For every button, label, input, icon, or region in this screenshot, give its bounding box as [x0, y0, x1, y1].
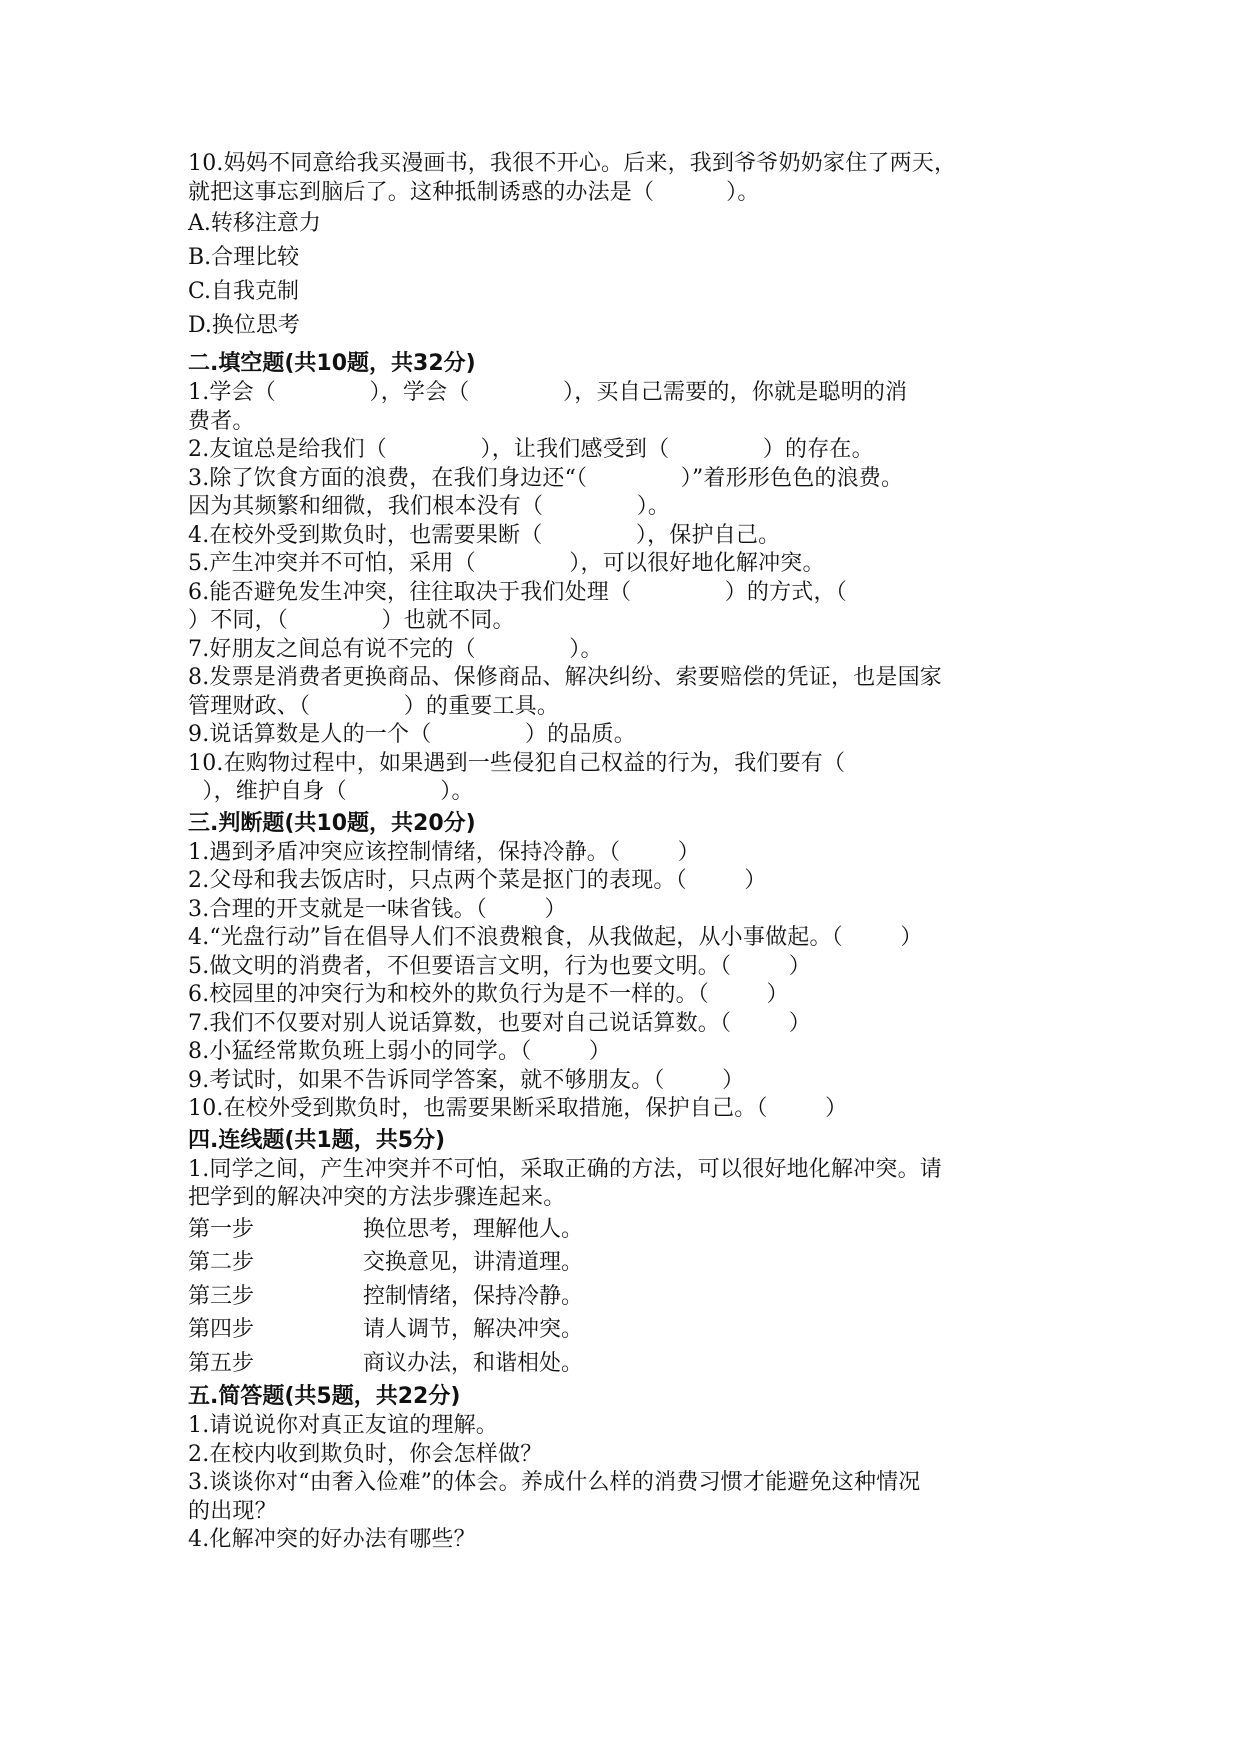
question-line: 6.能否避免发生冲突，往往取决于我们处理（ ）的方式，（ [188, 579, 847, 605]
question-line: 3.谈谈你对“由奢入俭难”的体会。养成什么样的消费习惯才能避免这种情况 [188, 1470, 921, 1495]
match-pair [188, 1246, 1068, 1280]
step-label: 第四步 [188, 1317, 255, 1342]
question-line: 1.遇到矛盾冲突应该控制情绪，保持冷静。（ ） [188, 839, 700, 865]
section-judge [188, 809, 1068, 1124]
question-line: 9.考试时，如果不告诉同学答案，就不够朋友。（ ） [188, 1067, 745, 1093]
section-matching [188, 1126, 1068, 1381]
method-label: 交换意见，讲清道理。 [363, 1250, 584, 1275]
step-label: 第三步 [188, 1283, 255, 1309]
question-line: 3.合理的开支就是一味省钱。（ ） [188, 896, 567, 922]
question-line: 2.父母和我去饭店时，只点两个菜是抠门的表现。（ ） [188, 868, 767, 893]
option-d: D.换位思考 [188, 313, 300, 338]
step-label: 第一步 [188, 1216, 255, 1242]
section-short-answer [188, 1382, 1068, 1555]
question-line: 7.好朋友之间总有说不完的（ ）。 [188, 636, 603, 662]
match-pair [188, 1280, 1068, 1314]
section-title: 三.判断题(共10题，共20分) [188, 810, 476, 836]
question-line: 的出现？ [188, 1498, 277, 1524]
question-line: 费者。 [188, 408, 255, 434]
question-line: 10.在购物过程中，如果遇到一些侵犯自己权益的行为，我们要有（ [188, 750, 846, 776]
mc-question-10 [188, 150, 1068, 343]
question-text: 就把这事忘到脑后了。这种抵制诱惑的办法是（ ）。 [188, 179, 760, 205]
question-line: 7.我们不仅要对别人说话算数，也要对自己说话算数。（ ） [188, 1010, 811, 1036]
question-line: 4.“光盘行动”旨在倡导人们不浪费粮食，从我做起，从小事做起。（ ） [188, 925, 923, 950]
question-line: 4.在校外受到欺负时，也需要果断（ ），保护自己。 [188, 522, 781, 548]
question-line: 1.请说说你对真正友谊的理解。 [188, 1413, 498, 1438]
question-line: 管理财政、（ ）的重要工具。 [188, 693, 560, 719]
question-line: 把学到的解决冲突的方法步骤连起来。 [188, 1185, 566, 1210]
match-pair [188, 1313, 1068, 1347]
question-line: 4.化解冲突的好办法有哪些？ [188, 1527, 476, 1552]
section-title: 四.连线题(共1题，共5分) [188, 1127, 446, 1153]
section-fill-blank [188, 349, 1068, 807]
question-line: 3.除了饮食方面的浪费，在我们身边还“（ ）”着形形色色的浪费。 [188, 465, 904, 491]
step-label: 第二步 [188, 1250, 255, 1275]
question-text: 10.妈妈不同意给我买漫画书，我很不开心。后来，我到爷爷奶奶家住了两天， [188, 151, 957, 176]
option-c: C.自我克制 [188, 279, 300, 304]
question-line: 8.发票是消费者更换商品、保修商品、解决纠纷、索要赔偿的凭证，也是国家 [188, 665, 942, 690]
question-line: 2.在校内收到欺负时，你会怎样做？ [188, 1441, 543, 1467]
question-line: ）不同，（ ）也就不同。 [188, 608, 515, 633]
exam-page [188, 150, 1068, 1555]
question-line: 10.在校外受到欺负时，也需要果断采取措施，保护自己。（ ） [188, 1096, 848, 1121]
method-label: 换位思考，理解他人。 [363, 1216, 584, 1242]
question-line: 9.说话算数是人的一个（ ）的品质。 [188, 722, 636, 747]
method-label: 商议办法，和谐相处。 [363, 1350, 584, 1376]
question-line: 5.做文明的消费者，不但要语言文明，行为也要文明。（ ） [188, 953, 811, 979]
option-b: B.合理比较 [188, 245, 300, 270]
question-line: 因为其频繁和细微，我们根本没有（ ）。 [188, 494, 671, 519]
question-line: 1.学会（ ），学会（ ），买自己需要的，你就是聪明的消 [188, 380, 908, 405]
question-line: 1.同学之间，产生冲突并不可怕，采取正确的方法，可以很好地化解冲突。请 [188, 1156, 942, 1182]
method-label: 请人调节，解决冲突。 [363, 1317, 584, 1342]
match-pair [188, 1213, 1068, 1247]
match-pair [188, 1347, 1068, 1381]
question-line: 2.友谊总是给我们（ ），让我们感受到（ ）的存在。 [188, 437, 874, 462]
question-line: ），维护自身（ ）。 [188, 779, 474, 804]
method-label: 控制情绪，保持冷静。 [363, 1283, 584, 1309]
question-line: 6.校园里的冲突行为和校外的欺负行为是不一样的。（ ） [188, 982, 789, 1007]
section-title: 五.简答题(共5题，共22分) [188, 1384, 461, 1409]
option-a: A.转移注意力 [188, 211, 321, 236]
question-line: 5.产生冲突并不可怕，采用（ ），可以很好地化解冲突。 [188, 551, 825, 576]
step-label: 第五步 [188, 1350, 255, 1376]
question-line: 8.小猛经常欺负班上弱小的同学。（ ） [188, 1039, 612, 1064]
section-title: 二.填空题(共10题，共32分) [188, 351, 476, 376]
